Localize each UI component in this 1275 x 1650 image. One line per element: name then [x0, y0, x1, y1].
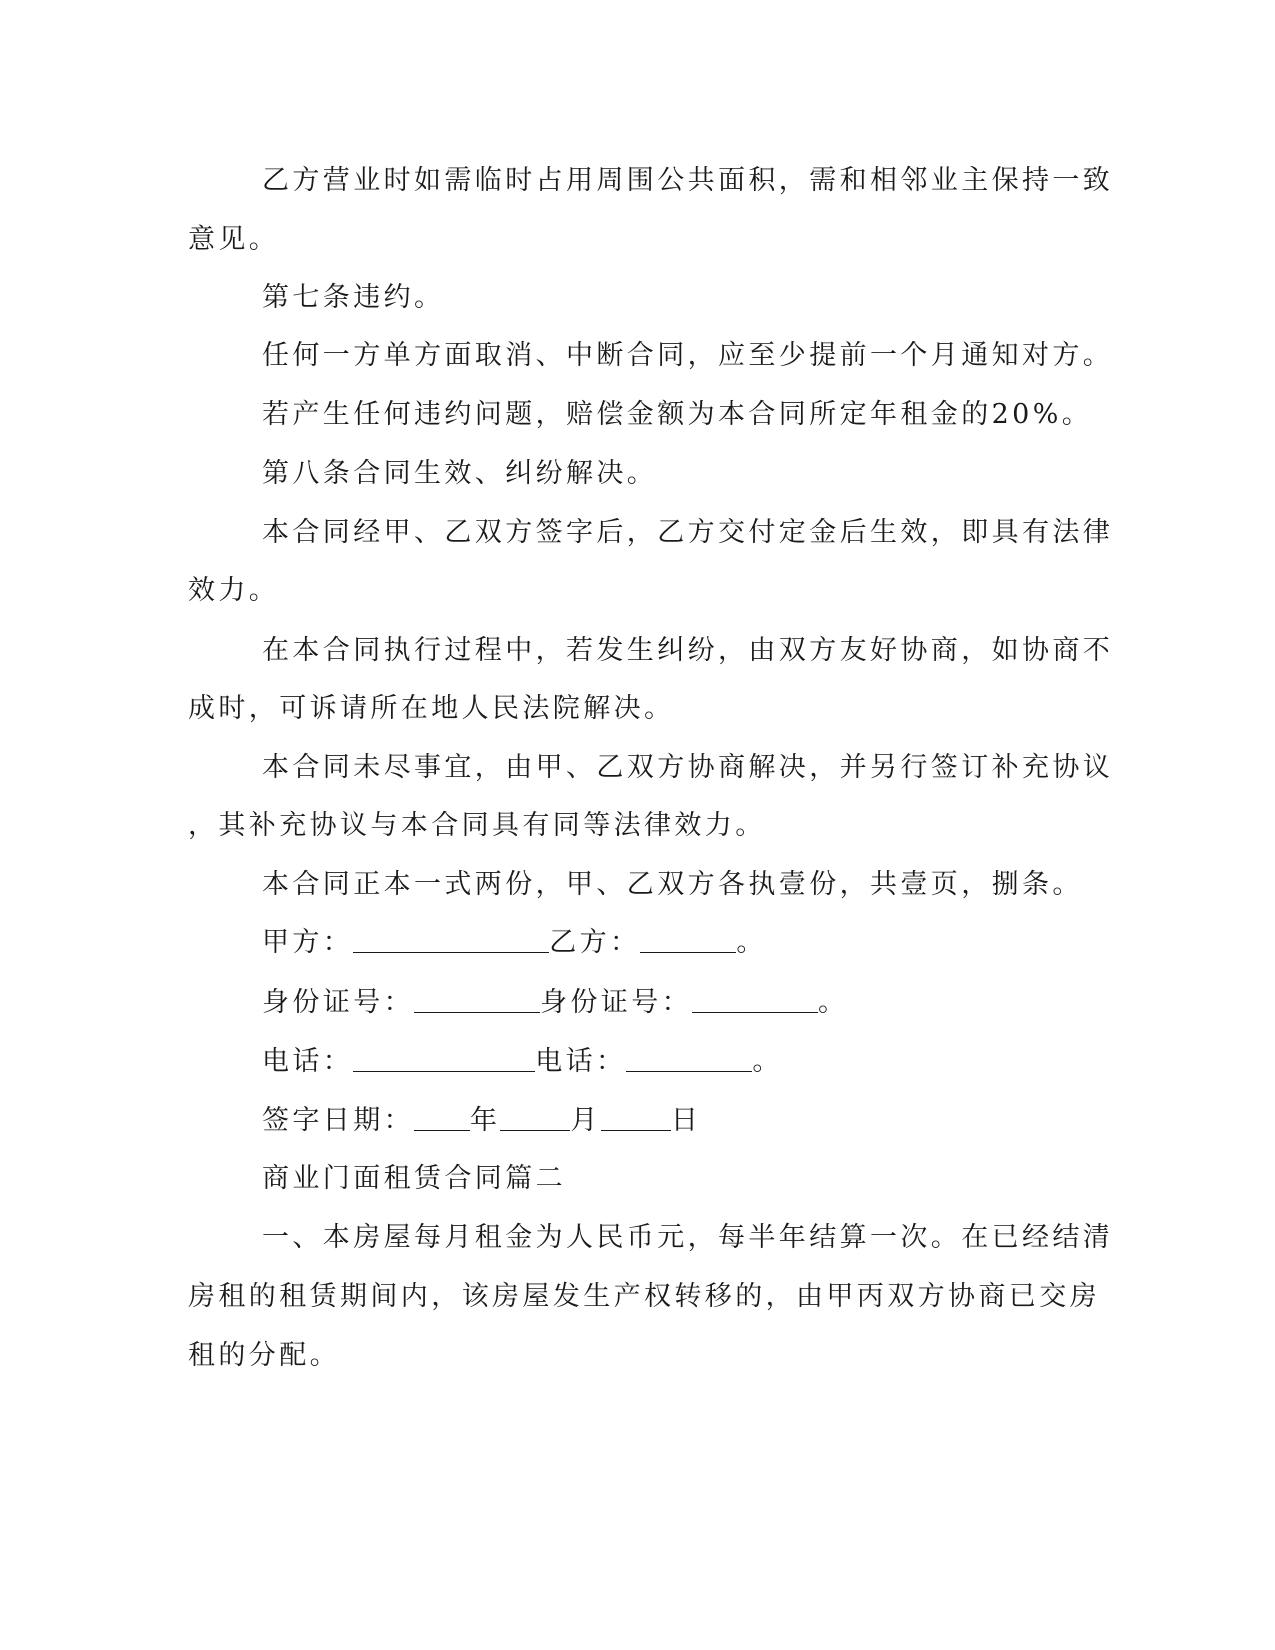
party-b-label: 乙方：: [549, 927, 641, 958]
month-label: 月: [570, 1105, 601, 1136]
id-b-blank: [692, 988, 818, 1013]
article-heading: 第七条违约。: [262, 282, 445, 313]
paragraph-line: 若产生任何违约问题，赔偿金额为本合同所定年租金的20%。: [262, 399, 1093, 430]
party-b-blank: [640, 928, 736, 953]
party-a-blank: [353, 928, 549, 953]
period: 。: [752, 1046, 783, 1077]
paragraph-line: ，其补充协议与本合同具有同等法律效力。: [188, 810, 766, 841]
day-blank: [601, 1106, 671, 1131]
date-label: 签字日期：: [262, 1105, 414, 1136]
paragraph-line: 本合同正本一式两份，甲、乙双方各执壹份，共壹页，捌条。: [262, 869, 1083, 900]
phone-b-blank: [626, 1047, 752, 1072]
id-a-label: 身份证号：: [262, 987, 414, 1018]
period: 。: [736, 927, 767, 958]
paragraph-line: 在本合同执行过程中，若发生纠纷，由双方友好协商，如协商不: [262, 635, 1114, 666]
id-b-label: 身份证号：: [540, 987, 692, 1018]
year-blank: [414, 1106, 470, 1131]
paragraph-line: 效力。: [188, 575, 280, 606]
paragraph-line: 租的分配。: [188, 1340, 340, 1371]
phone-b-label: 电话：: [535, 1046, 627, 1077]
paragraph-line: 成时，可诉请所在地人民法院解决。: [188, 693, 675, 724]
signature-phone-row: [262, 1044, 783, 1080]
month-blank: [500, 1106, 570, 1131]
paragraph-line: 一、本房屋每月租金为人民币元，每半年结算一次。在已经结清: [262, 1222, 1114, 1253]
year-label: 年: [470, 1105, 501, 1136]
day-label: 日: [670, 1105, 702, 1136]
paragraph-line: 本合同经甲、乙双方签字后，乙方交付定金后生效，即具有法律: [262, 517, 1114, 548]
section-title: 商业门面租赁合同篇二: [262, 1163, 566, 1194]
signature-date-row: [262, 1103, 701, 1139]
paragraph-line: 意见。: [188, 224, 280, 255]
signature-party-row: [262, 925, 767, 961]
paragraph-line: 任何一方单方面取消、中断合同，应至少提前一个月通知对方。: [262, 340, 1114, 371]
paragraph-line: 房租的租赁期间内，该房屋发生产权转移的，由甲丙双方协商已交房: [188, 1281, 1100, 1312]
party-a-label: 甲方：: [262, 927, 354, 958]
paragraph-line: 本合同未尽事宜，由甲、乙双方协商解决，并另行签订补充协议: [262, 752, 1114, 783]
phone-a-label: 电话：: [262, 1046, 354, 1077]
signature-id-row: [262, 985, 848, 1021]
paragraph-line: 乙方营业时如需临时占用周围公共面积，需和相邻业主保持一致: [262, 165, 1114, 196]
id-a-blank: [414, 988, 540, 1013]
period: 。: [818, 987, 849, 1018]
article-heading: 第八条合同生效、纠纷解决。: [262, 458, 658, 489]
phone-a-blank: [353, 1047, 535, 1072]
